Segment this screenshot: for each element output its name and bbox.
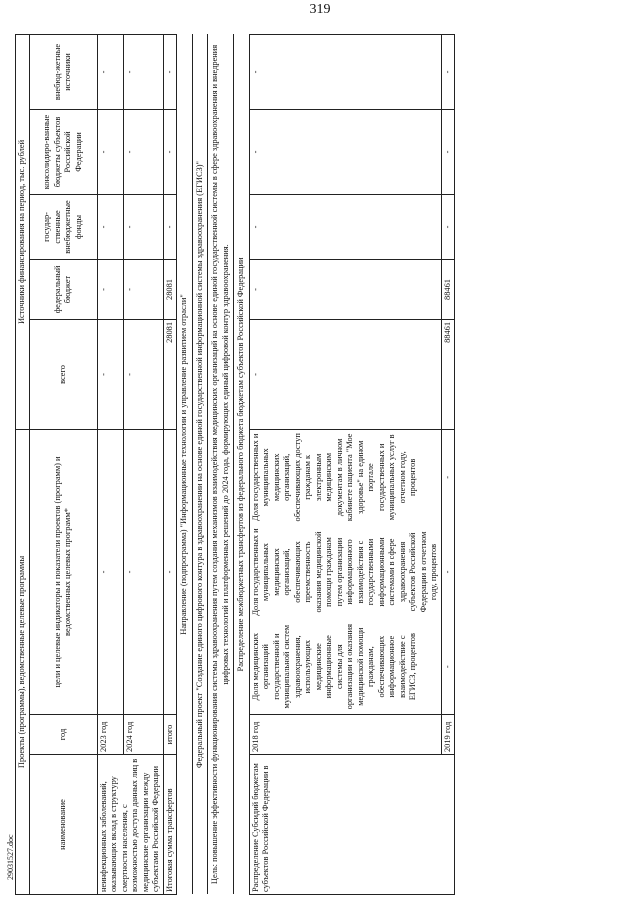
total-cell: - [123,319,163,429]
year-cell: 2018 год [249,715,441,755]
subsidy-name: Распределение Субсидий бюджетам субъектов Российской Федерации в [249,755,455,895]
federal-cell: - [123,259,163,319]
total-cell: 88461 [441,319,455,429]
total-cell: - [249,319,441,429]
section-row [234,34,250,894]
consolidated-cell: - [249,109,441,194]
transfers-total-row [163,34,177,894]
goal-value: - [442,665,452,669]
consolidated-cell: - [441,109,455,194]
section-project: Федеральный проект "Создание единого цифрового контура в здравоохранении на основе единой государственной информационной системы здравоохранения (ЕГИСЗ)" [192,34,208,894]
year-cell: 2019 год [441,715,455,755]
goal-value: - [442,570,452,574]
year-cell: 2023 год [97,715,123,755]
indicator-2: Доля государственных и муниципальных медицинских организаций, обеспечивающих преемственность оказания медицинской помощи гражданам путем организации информационного взаимодействия с государственными информационными системами в сфере здравоохранения субъектов Российской Федерации в отчетном году, процентов [250,528,438,616]
section-row [177,34,193,894]
page-number: 319 [309,2,331,17]
col-name-header: наименование [29,755,97,895]
state-funds-cell: - [249,194,441,259]
consolidated-cell: - [97,109,123,194]
col-goals-header: цели и целевые индикаторы и показатели проектов (программ) и ведомственных целевых программ* [29,429,97,714]
extrabudget-cell: - [97,34,123,109]
state-funds-cell: - [163,194,177,259]
document-code: 29031527.doc [6,834,15,880]
indicators-values-cell [441,429,455,714]
col-federal-header: федеральный бюджет [29,259,97,319]
extrabudget-cell: - [123,34,163,109]
goals-cell: - [163,429,177,714]
federal-cell: 28081 [163,259,177,319]
consolidated-cell: - [123,109,163,194]
section-direction: Направление (подпрограмма) "Информационные технологии и управление развитием отрасли" [177,34,193,894]
col-state-funds-header: государ-ственные внебюджетные фонды [29,194,97,259]
subsidy-row [249,34,441,894]
goals-cell: - [123,429,163,714]
transfers-total-name: Итоговая сумма трансфертов [163,755,177,895]
sources-group-header: Источники финансирования на период, тыс. рублей [16,34,30,429]
state-funds-cell: - [123,194,163,259]
section-row [192,34,208,894]
col-extrabudget-header: внебюд-жетные источники [29,34,97,109]
col-year-header: год [29,715,97,755]
goal-value: - [442,475,452,479]
extrabudget-cell: - [441,34,455,109]
federal-cell: - [97,259,123,319]
federal-cell: 88461 [441,259,455,319]
indicator-1: Доля медицинских организаций государственной и муниципальной систем здравоохранения, использующих медицинские информационные системы для организации и оказания медицинской помощи гражданам, обеспечивающих информационное взаимодействие с ЕГИСЗ, процентов [250,624,417,710]
state-funds-cell: - [441,194,455,259]
section-distribution: Распределение межбюджетных трансфертов из федерального бюджета бюджетам субъектов Российской Федерации [234,34,250,894]
year-cell: 2024 год [123,715,163,755]
section-row [208,34,234,894]
indicator-3: Доля государственных и муниципальных медицинских организаций, обеспечивающих доступ гражданам к электронным медицинским документам в личном кабинете пациента "Мое здоровье" на едином портале государственных и муниципальных услуг в отчетном году, процентов [250,433,417,522]
goals-cell: - [97,429,123,714]
consolidated-cell: - [163,109,177,194]
financing-table [15,34,455,895]
extrabudget-cell: - [163,34,177,109]
total-cell: 28081 [163,319,177,429]
total-cell: - [97,319,123,429]
indicators-cell [249,429,441,714]
extrabudget-cell: - [249,34,441,109]
table-row [97,34,123,894]
col-total-header: всего [29,319,97,429]
year-cell: итого [163,715,177,755]
projects-group-header: Проекты (программы), ведомственные целевые программы [16,429,30,894]
federal-cell: - [249,259,441,319]
state-funds-cell: - [97,194,123,259]
rotated-table-sheet [15,35,625,895]
col-consolidated-header: консолидиро-ванные бюджеты субъектов Российской Федерации [29,109,97,194]
section-goal: Цель: повышение эффективности функционирования системы здравоохранения путем создания механизмов взаимодействия медицинских организаций на основе единой государственной системы в сфере здравоохранения и внедрения цифровых технологий и платформенных решений до 2024 года, формирующих единый цифровой контур здравоохранения. [208,34,234,894]
continuation-name: неинфекционных заболеваний, оказывающих вклад в структуру смертности населения, с возможностью доступа данных лиц в медицинские организации между субъектами Российской Федерации [97,755,163,895]
